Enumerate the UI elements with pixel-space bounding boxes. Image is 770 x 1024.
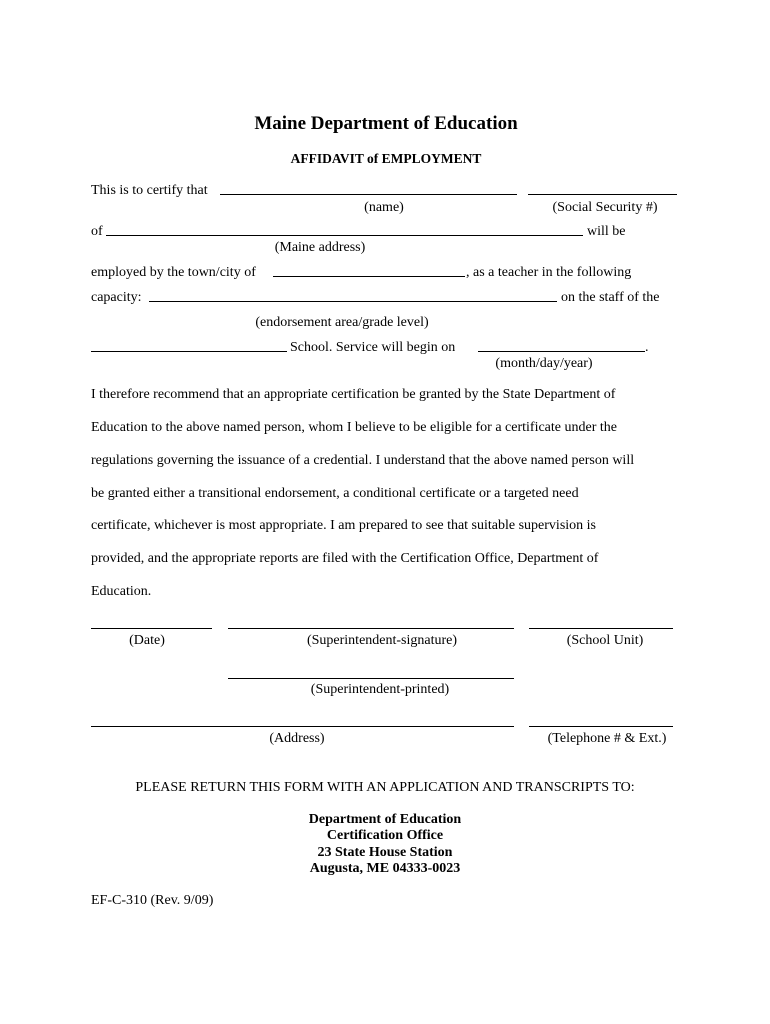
body-line: Education. (91, 584, 152, 599)
certify-prefix: This is to certify that (91, 183, 208, 198)
name-caption: (name) (364, 200, 404, 215)
superintendent-signature-caption: (Superintendent-signature) (306, 633, 458, 648)
address-line[interactable] (91, 726, 514, 727)
ssn-caption: (Social Security #) (552, 200, 658, 215)
body-line: be granted either a transitional endorsement, a conditional certificate or a targeted need (91, 486, 579, 501)
date-signature-line[interactable] (91, 628, 212, 629)
body-line: Education to the above named person, whom I believe to be eligible for a certificate under the (91, 420, 617, 435)
return-address-line: Augusta, ME 04333-0023 (309, 861, 461, 876)
school-unit-line[interactable] (529, 628, 673, 629)
service-date-field-line[interactable] (478, 351, 645, 352)
teacher-suffix: , as a teacher in the following (466, 265, 632, 280)
of-prefix: of (91, 224, 103, 239)
form-id: EF-C-310 (Rev. 9/09) (91, 893, 214, 908)
form-subtitle: AFFIDAVIT of EMPLOYMENT (290, 151, 482, 166)
superintendent-printed-caption: (Superintendent-printed) (310, 682, 450, 697)
employed-prefix: employed by the town/city of (91, 265, 256, 280)
page-title: Maine Department of Education (254, 113, 518, 134)
body-line: provided, and the appropriate reports are filed with the Certification Office, Department of (91, 551, 599, 566)
telephone-caption: (Telephone # & Ext.) (547, 731, 667, 746)
date-caption: (Date) (129, 633, 165, 648)
body-line: certificate, whichever is most appropriate. I am prepared to see that suitable supervision is (91, 518, 596, 533)
will-be-text: will be (587, 224, 626, 239)
body-line: I therefore recommend that an appropriate certification be granted by the State Department of (91, 387, 616, 402)
superintendent-printed-line[interactable] (228, 678, 514, 679)
maine-address-field-line[interactable] (106, 235, 583, 236)
return-address-line: Department of Education (308, 812, 462, 827)
body-line: regulations governing the issuance of a credential. I understand that the above named person will (91, 453, 635, 468)
return-address-line: Certification Office (326, 828, 444, 843)
superintendent-signature-line[interactable] (228, 628, 514, 629)
return-instruction: PLEASE RETURN THIS FORM WITH AN APPLICATION AND TRANSCRIPTS TO: (135, 780, 635, 795)
town-city-field-line[interactable] (273, 276, 465, 277)
address-caption: (Address) (269, 731, 325, 746)
school-text: School. Service will begin on (290, 340, 456, 355)
staff-suffix: on the staff of the (561, 290, 660, 305)
school-unit-caption: (School Unit) (566, 633, 644, 648)
name-field-line[interactable] (220, 194, 517, 195)
maine-address-caption: (Maine address) (274, 240, 366, 255)
endorsement-caption: (endorsement area/grade level) (255, 315, 429, 330)
capacity-field-line[interactable] (149, 301, 557, 302)
telephone-line[interactable] (529, 726, 673, 727)
capacity-prefix: capacity: (91, 290, 142, 305)
school-field-line[interactable] (91, 351, 287, 352)
service-date-caption: (month/day/year) (495, 356, 593, 371)
return-address-line: 23 State House Station (317, 845, 453, 860)
ssn-field-line[interactable] (528, 194, 677, 195)
period: . (645, 340, 649, 355)
